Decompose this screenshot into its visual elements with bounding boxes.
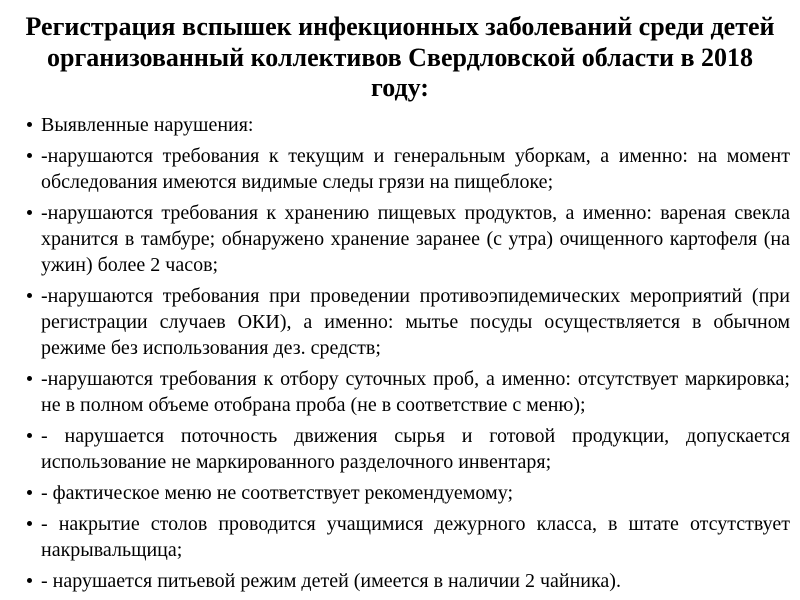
bullet-icon — [27, 293, 32, 298]
bullet-icon — [27, 210, 32, 215]
bullet-text: - нарушается поточность движения сырья и готовой продукции, допускается использование не маркированного разделочного инвентаря; — [41, 425, 790, 474]
list-item — [0, 143, 790, 195]
bullet-icon — [27, 578, 32, 583]
list-item — [0, 480, 790, 506]
list-item — [0, 200, 790, 278]
bullet-text: -нарушаются требования к отбору суточных проб, а именно: отсутствует маркировка; не в полном объеме отобрана проба (не в соответствие с меню); — [41, 368, 790, 417]
bullet-text: Выявленные нарушения: — [41, 114, 254, 137]
bullet-text: -нарушаются требования к текущим и генеральным уборкам, а именно: на момент обследования имеются видимые следы грязи на пищеблоке; — [41, 145, 790, 194]
bullet-text: - нарушается питьевой режим детей (имеется в наличии 2 чайника). — [41, 570, 621, 593]
list-item — [0, 511, 790, 563]
bullet-list — [0, 110, 800, 594]
bullet-icon — [27, 490, 32, 495]
bullet-text: -нарушаются требования к хранению пищевых продуктов, а именно: вареная свекла хранится в тамбуре; обнаружено хранение заранее (с утра) очищенного картофеля (на ужин) более 2 часов; — [41, 202, 790, 277]
bullet-icon — [27, 433, 32, 438]
list-item — [0, 568, 790, 594]
slide-title: Регистрация вспышек инфекционных заболеваний среди детей организованный коллективов Свердловской области в 2018 году: — [25, 12, 775, 103]
list-item — [0, 423, 790, 475]
bullet-text: - фактическое меню не соответствует рекомендуемому; — [41, 482, 514, 505]
list-item — [0, 366, 790, 418]
bullet-icon — [27, 153, 32, 158]
list-item — [0, 112, 790, 138]
bullet-icon — [27, 521, 32, 526]
bullet-icon — [27, 122, 32, 127]
bullet-icon — [27, 376, 32, 381]
bullet-text: -нарушаются требования при проведении противоэпидемических мероприятий (при регистрации случаев ОКИ), а именно: мытье посуды осуществляется в обычном режиме без использования дез. средств; — [41, 285, 790, 360]
bullet-text: - накрытие столов проводится учащимися дежурного класса, в штате отсутствует накрывальщица; — [41, 513, 790, 562]
list-item — [0, 283, 790, 361]
